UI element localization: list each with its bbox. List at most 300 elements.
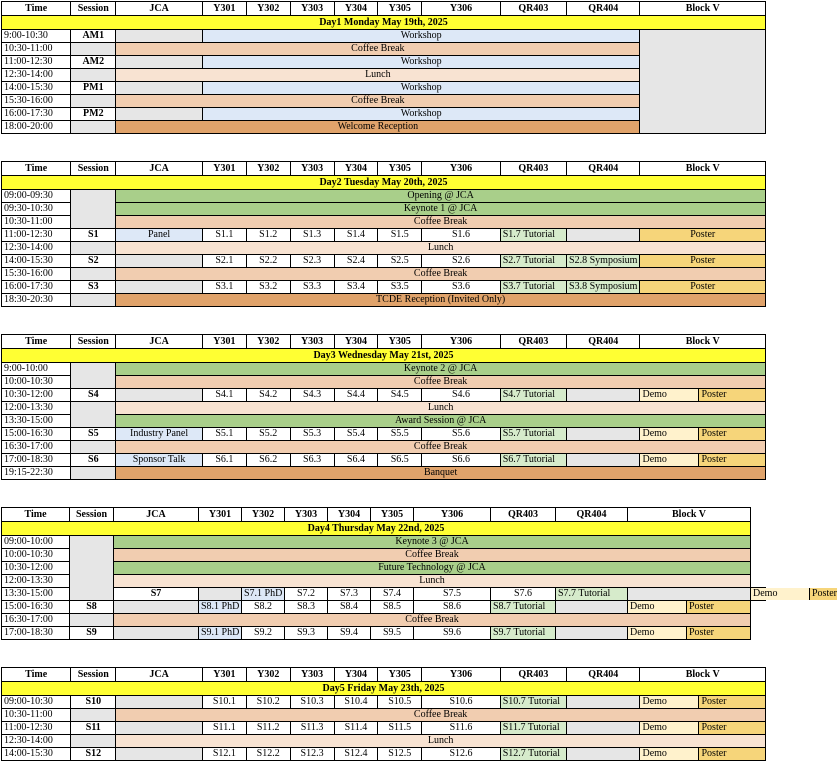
column-header: Y303 bbox=[285, 508, 328, 522]
table-row bbox=[2, 363, 766, 376]
demo-label: Demo bbox=[628, 627, 687, 639]
session-cell: S9.4 bbox=[328, 627, 371, 640]
session-cell: PM1 bbox=[71, 82, 116, 95]
session-cell: Future Technology @ JCA bbox=[114, 562, 751, 575]
demo-label: Demo bbox=[640, 454, 699, 466]
poster-label: Poster bbox=[812, 588, 837, 599]
session-cell: Coffee Break bbox=[116, 441, 766, 454]
column-header: Block V bbox=[628, 508, 751, 522]
session-cell: S10.5 bbox=[378, 696, 422, 709]
session-cell: S8.3 bbox=[285, 601, 328, 614]
time-cell: 10:00-10:30 bbox=[2, 376, 71, 389]
column-header: Y305 bbox=[378, 2, 422, 16]
session-cell: S12.5 bbox=[378, 748, 422, 761]
session-cell: S1.7 Tutorial bbox=[500, 229, 566, 242]
session-cell: S11 bbox=[71, 722, 116, 735]
day-title-row bbox=[2, 522, 766, 536]
column-header: Y306 bbox=[422, 162, 501, 176]
session-cell: Coffee Break bbox=[116, 216, 766, 229]
session-cell: Keynote 1 @ JCA bbox=[116, 203, 766, 216]
session-cell: S7.5 bbox=[414, 588, 491, 601]
table-row bbox=[2, 441, 766, 454]
demo-poster-split bbox=[628, 601, 750, 613]
column-header: Y306 bbox=[414, 508, 491, 522]
session-cell: S2 bbox=[71, 255, 116, 268]
schedule-day-2 bbox=[1, 161, 766, 307]
column-header: JCA bbox=[116, 2, 203, 16]
table-row bbox=[2, 549, 766, 562]
session-cell: S10.4 bbox=[334, 696, 378, 709]
session-cell: S3.8 Symposium bbox=[567, 281, 640, 294]
time-cell: 15:30-16:00 bbox=[2, 268, 71, 281]
time-cell: 09:00-10:00 bbox=[2, 536, 70, 549]
time-cell: 12:00-13:30 bbox=[2, 575, 70, 588]
session-cell: Lunch bbox=[114, 575, 751, 588]
session-cell: S11.2 bbox=[246, 722, 290, 735]
session-cell: S7.7 Tutorial bbox=[556, 588, 628, 601]
column-header: JCA bbox=[116, 335, 203, 349]
session-cell: Keynote 2 @ JCA bbox=[116, 363, 766, 376]
demo-poster-split bbox=[640, 454, 765, 466]
session-cell: S10.6 bbox=[422, 696, 501, 709]
demo-poster-cell bbox=[640, 428, 766, 441]
time-cell: 09:30-10:30 bbox=[2, 203, 71, 216]
column-header: Y302 bbox=[246, 668, 290, 682]
poster-label: Poster bbox=[687, 627, 750, 639]
column-header: Y303 bbox=[290, 2, 334, 16]
table-row bbox=[2, 588, 766, 601]
session-cell: S11.4 bbox=[334, 722, 378, 735]
table-row bbox=[2, 575, 766, 588]
session-cell: Coffee Break bbox=[116, 376, 766, 389]
column-header: QR403 bbox=[491, 508, 556, 522]
session-cell: S1 bbox=[71, 229, 116, 242]
session-cell: S6.3 bbox=[290, 454, 334, 467]
session-cell: S2.2 bbox=[246, 255, 290, 268]
session-cell bbox=[114, 601, 199, 614]
column-header: Y306 bbox=[422, 668, 501, 682]
time-cell: 12:30-14:00 bbox=[2, 69, 71, 82]
table-row bbox=[2, 255, 766, 268]
session-cell: S4.2 bbox=[246, 389, 290, 402]
column-header: Y304 bbox=[334, 2, 378, 16]
demo-poster-cell bbox=[628, 601, 751, 614]
column-header: QR403 bbox=[500, 335, 566, 349]
day-title: Day2 Tuesday May 20th, 2025 bbox=[2, 176, 766, 190]
demo-poster-cell bbox=[640, 722, 766, 735]
column-header: QR404 bbox=[567, 2, 640, 16]
session-cell: S4.6 bbox=[422, 389, 501, 402]
session-cell bbox=[71, 735, 116, 748]
column-header: Y301 bbox=[202, 335, 246, 349]
session-cell bbox=[71, 69, 116, 82]
table-row bbox=[2, 281, 766, 294]
demo-label: Demo bbox=[628, 601, 687, 613]
session-cell: Coffee Break bbox=[116, 43, 640, 56]
column-header: Y304 bbox=[328, 508, 371, 522]
session-cell bbox=[116, 255, 203, 268]
time-cell: 16:30-17:00 bbox=[2, 441, 71, 454]
column-header: Y305 bbox=[378, 162, 422, 176]
column-header: Block V bbox=[640, 162, 766, 176]
table-row bbox=[2, 748, 766, 761]
demo-label: Demo bbox=[751, 588, 810, 600]
session-cell bbox=[556, 627, 628, 640]
column-header: JCA bbox=[114, 508, 199, 522]
session-cell bbox=[71, 268, 116, 281]
session-cell bbox=[567, 722, 640, 735]
session-cell bbox=[567, 748, 640, 761]
session-cell bbox=[199, 588, 242, 601]
table-row bbox=[2, 614, 766, 627]
session-cell: S2.5 bbox=[378, 255, 422, 268]
column-header: QR403 bbox=[500, 2, 566, 16]
session-cell: Sponsor Talk bbox=[116, 454, 203, 467]
session-cell bbox=[116, 108, 203, 121]
table-row bbox=[2, 696, 766, 709]
table-row bbox=[2, 601, 766, 614]
session-cell: S9.2 bbox=[242, 627, 285, 640]
session-cell bbox=[114, 627, 199, 640]
session-cell: S4 bbox=[71, 389, 116, 402]
session-cell bbox=[628, 588, 751, 601]
session-cell: S12 bbox=[71, 748, 116, 761]
table-row bbox=[2, 294, 766, 307]
poster-label: Poster bbox=[699, 748, 765, 760]
session-cell bbox=[71, 709, 116, 722]
demo-label: Demo bbox=[640, 428, 699, 440]
column-header: Y301 bbox=[199, 508, 242, 522]
table-row bbox=[2, 536, 766, 549]
session-cell: Panel bbox=[116, 229, 203, 242]
day-title-row bbox=[2, 682, 766, 696]
header-row bbox=[2, 668, 766, 682]
column-header: Y303 bbox=[290, 335, 334, 349]
table-row bbox=[2, 415, 766, 428]
session-cell bbox=[71, 242, 116, 255]
header-row bbox=[2, 162, 766, 176]
session-cell: Lunch bbox=[116, 402, 766, 415]
session-cell: S6.2 bbox=[246, 454, 290, 467]
session-cell: S12.7 Tutorial bbox=[500, 748, 566, 761]
column-header: Y301 bbox=[202, 668, 246, 682]
column-header: Time bbox=[2, 162, 71, 176]
column-header: Y301 bbox=[202, 2, 246, 16]
time-cell: 17:00-18:30 bbox=[2, 627, 70, 640]
session-cell bbox=[640, 30, 766, 134]
column-header: QR403 bbox=[500, 162, 566, 176]
session-cell: S7.1 PhD bbox=[242, 588, 285, 601]
table-row bbox=[2, 562, 766, 575]
session-cell: S1.6 bbox=[422, 229, 501, 242]
session-cell: Poster bbox=[640, 255, 766, 268]
time-cell: 19:15-22:30 bbox=[2, 467, 71, 480]
time-cell: 16:00-17:30 bbox=[2, 108, 71, 121]
session-cell: Lunch bbox=[116, 242, 766, 255]
session-cell: S12.1 bbox=[202, 748, 246, 761]
demo-poster-cell bbox=[751, 588, 837, 601]
header-row bbox=[2, 508, 766, 522]
column-header: Y302 bbox=[246, 335, 290, 349]
session-cell: S3.3 bbox=[290, 281, 334, 294]
session-cell bbox=[71, 467, 116, 480]
column-header: Time bbox=[2, 668, 71, 682]
time-cell: 18:00-20:00 bbox=[2, 121, 71, 134]
time-cell: 11:00-12:30 bbox=[2, 722, 71, 735]
table-row bbox=[2, 268, 766, 281]
demo-label: Demo bbox=[640, 389, 699, 401]
poster-label: Poster bbox=[699, 696, 765, 708]
time-cell: 14:00-15:30 bbox=[2, 748, 71, 761]
session-cell: Lunch bbox=[116, 735, 766, 748]
demo-poster-split bbox=[640, 748, 765, 760]
session-cell: S5 bbox=[71, 428, 116, 441]
time-cell: 16:00-17:30 bbox=[2, 281, 71, 294]
session-cell: S6.5 bbox=[378, 454, 422, 467]
session-cell bbox=[567, 454, 640, 467]
column-header: Y301 bbox=[202, 162, 246, 176]
session-cell: Opening @ JCA bbox=[116, 190, 766, 203]
column-header: Block V bbox=[640, 2, 766, 16]
session-cell: S2.6 bbox=[422, 255, 501, 268]
session-cell: S6.6 bbox=[422, 454, 501, 467]
column-header: Time bbox=[2, 508, 70, 522]
session-cell: S3.7 Tutorial bbox=[500, 281, 566, 294]
session-cell bbox=[116, 748, 203, 761]
demo-poster-split bbox=[640, 696, 765, 708]
session-cell bbox=[70, 614, 114, 627]
session-cell: S1.5 bbox=[378, 229, 422, 242]
column-header: JCA bbox=[116, 162, 203, 176]
session-cell: S8.2 bbox=[242, 601, 285, 614]
session-cell bbox=[71, 43, 116, 56]
time-cell: 11:00-12:30 bbox=[2, 56, 71, 69]
demo-label: Demo bbox=[640, 722, 699, 734]
session-cell: TCDE Reception (Invited Only) bbox=[116, 294, 766, 307]
column-header: Y306 bbox=[422, 335, 501, 349]
time-cell: 13:30-15:00 bbox=[2, 588, 70, 601]
session-cell: S8.4 bbox=[328, 601, 371, 614]
session-cell bbox=[567, 428, 640, 441]
session-cell bbox=[71, 95, 116, 108]
session-cell: S3 bbox=[71, 281, 116, 294]
session-cell: S12.3 bbox=[290, 748, 334, 761]
session-cell: S5.6 bbox=[422, 428, 501, 441]
session-cell bbox=[116, 56, 203, 69]
session-cell bbox=[116, 722, 203, 735]
session-cell: S3.4 bbox=[334, 281, 378, 294]
time-cell: 13:30-15:00 bbox=[2, 415, 71, 428]
demo-poster-split bbox=[628, 627, 750, 639]
column-header: Block V bbox=[640, 668, 766, 682]
session-cell: S11.3 bbox=[290, 722, 334, 735]
table-row bbox=[2, 190, 766, 203]
day-title-row bbox=[2, 16, 766, 30]
time-cell: 12:30-14:00 bbox=[2, 242, 71, 255]
time-cell: 10:00-10:30 bbox=[2, 549, 70, 562]
column-header: Block V bbox=[640, 335, 766, 349]
session-cell: S5.7 Tutorial bbox=[500, 428, 566, 441]
session-cell: S9.7 Tutorial bbox=[491, 627, 556, 640]
time-cell: 15:00-16:30 bbox=[2, 428, 71, 441]
poster-label: Poster bbox=[699, 389, 765, 401]
column-header: Y305 bbox=[378, 335, 422, 349]
column-header: QR403 bbox=[500, 668, 566, 682]
column-header: Y302 bbox=[242, 508, 285, 522]
session-cell: S9.5 bbox=[371, 627, 414, 640]
time-cell: 10:30-11:00 bbox=[2, 709, 71, 722]
table-row bbox=[2, 709, 766, 722]
session-cell: Poster bbox=[640, 281, 766, 294]
column-header: QR404 bbox=[567, 335, 640, 349]
column-header: Y302 bbox=[246, 162, 290, 176]
session-cell: S10.1 bbox=[202, 696, 246, 709]
session-cell: S5.2 bbox=[246, 428, 290, 441]
session-cell: S12.2 bbox=[246, 748, 290, 761]
session-cell: S5.5 bbox=[378, 428, 422, 441]
column-header: Y304 bbox=[334, 335, 378, 349]
session-cell bbox=[71, 402, 116, 428]
column-header: Y303 bbox=[290, 668, 334, 682]
demo-label: Demo bbox=[640, 696, 699, 708]
session-cell: S4.4 bbox=[334, 389, 378, 402]
demo-poster-cell bbox=[640, 389, 766, 402]
table-row bbox=[2, 242, 766, 255]
session-cell: S4.3 bbox=[290, 389, 334, 402]
schedule-day-4 bbox=[1, 507, 837, 640]
time-cell: 10:30-11:00 bbox=[2, 216, 71, 229]
session-cell: S7 bbox=[114, 588, 199, 601]
session-cell bbox=[567, 229, 640, 242]
session-cell: S2.3 bbox=[290, 255, 334, 268]
session-cell: S1.3 bbox=[290, 229, 334, 242]
session-cell: Coffee Break bbox=[116, 709, 766, 722]
column-header: QR404 bbox=[567, 668, 640, 682]
table-row bbox=[2, 203, 766, 216]
demo-poster-split bbox=[640, 389, 765, 401]
session-cell bbox=[556, 601, 628, 614]
session-cell: S5.3 bbox=[290, 428, 334, 441]
session-cell: S10.3 bbox=[290, 696, 334, 709]
demo-poster-split bbox=[640, 428, 765, 440]
session-cell: Industry Panel bbox=[116, 428, 203, 441]
session-cell: S3.1 bbox=[202, 281, 246, 294]
session-cell: S2.7 Tutorial bbox=[500, 255, 566, 268]
session-cell: S9.1 PhD bbox=[199, 627, 242, 640]
session-cell: S5.4 bbox=[334, 428, 378, 441]
column-header: Y304 bbox=[334, 668, 378, 682]
session-cell bbox=[71, 121, 116, 134]
column-header: Session bbox=[71, 335, 116, 349]
time-cell: 14:00-15:30 bbox=[2, 82, 71, 95]
poster-label: Poster bbox=[687, 601, 750, 613]
time-cell: 09:00-10:30 bbox=[2, 696, 71, 709]
day-title-row bbox=[2, 349, 766, 363]
column-header: Y302 bbox=[246, 2, 290, 16]
time-cell: 10:30-11:00 bbox=[2, 43, 71, 56]
poster-label: Poster bbox=[699, 722, 765, 734]
session-cell: Coffee Break bbox=[116, 95, 640, 108]
day-title: Day1 Monday May 19th, 2025 bbox=[2, 16, 766, 30]
time-cell: 09:00-09:30 bbox=[2, 190, 71, 203]
session-cell: S6.4 bbox=[334, 454, 378, 467]
session-cell: S8.6 bbox=[414, 601, 491, 614]
session-cell: S11.7 Tutorial bbox=[500, 722, 566, 735]
session-cell bbox=[71, 363, 116, 389]
session-cell bbox=[71, 190, 116, 229]
session-cell bbox=[71, 441, 116, 454]
time-cell: 12:30-14:00 bbox=[2, 735, 71, 748]
session-cell: S9.3 bbox=[285, 627, 328, 640]
session-cell: Workshop bbox=[202, 56, 640, 69]
session-cell: S12.4 bbox=[334, 748, 378, 761]
column-header: Y304 bbox=[334, 162, 378, 176]
column-header: Y305 bbox=[378, 668, 422, 682]
session-cell: S8.5 bbox=[371, 601, 414, 614]
column-header: QR404 bbox=[567, 162, 640, 176]
time-cell: 16:30-17:00 bbox=[2, 614, 70, 627]
table-row bbox=[2, 216, 766, 229]
session-cell: S10 bbox=[71, 696, 116, 709]
session-cell bbox=[70, 536, 114, 601]
session-cell: S8.1 PhD bbox=[199, 601, 242, 614]
session-cell: S6.7 Tutorial bbox=[500, 454, 566, 467]
time-cell: 12:00-13:30 bbox=[2, 402, 71, 415]
table-row bbox=[2, 389, 766, 402]
session-cell: Workshop bbox=[202, 82, 640, 95]
day-title: Day4 Thursday May 22nd, 2025 bbox=[2, 522, 751, 536]
session-cell: S1.2 bbox=[246, 229, 290, 242]
table-row bbox=[2, 30, 766, 43]
schedule-day-5 bbox=[1, 667, 766, 761]
session-cell: S7.4 bbox=[371, 588, 414, 601]
session-cell: Workshop bbox=[202, 30, 640, 43]
session-cell: S9 bbox=[70, 627, 114, 640]
session-cell: S2.4 bbox=[334, 255, 378, 268]
table-row bbox=[2, 229, 766, 242]
schedule-day-1 bbox=[1, 1, 766, 134]
session-cell: S11.1 bbox=[202, 722, 246, 735]
time-cell: 15:30-16:00 bbox=[2, 95, 71, 108]
session-cell: Award Session @ JCA bbox=[116, 415, 766, 428]
column-header: QR404 bbox=[556, 508, 628, 522]
session-cell bbox=[116, 281, 203, 294]
day-title: Day5 Friday May 23th, 2025 bbox=[2, 682, 766, 696]
demo-poster-split bbox=[640, 722, 765, 734]
column-header: JCA bbox=[116, 668, 203, 682]
session-cell: S7.6 bbox=[491, 588, 556, 601]
session-cell: PM2 bbox=[71, 108, 116, 121]
session-cell: S7.3 bbox=[328, 588, 371, 601]
time-cell: 14:00-15:30 bbox=[2, 255, 71, 268]
table-row bbox=[2, 627, 766, 640]
session-cell: Keynote 3 @ JCA bbox=[114, 536, 751, 549]
table-row bbox=[2, 376, 766, 389]
session-cell: S1.4 bbox=[334, 229, 378, 242]
session-cell: S9.6 bbox=[414, 627, 491, 640]
session-cell: S2.8 Symposium bbox=[567, 255, 640, 268]
session-cell bbox=[116, 696, 203, 709]
time-cell: 10:30-12:00 bbox=[2, 562, 70, 575]
poster-label: Poster bbox=[699, 454, 765, 466]
session-cell: Workshop bbox=[202, 108, 640, 121]
table-row bbox=[2, 402, 766, 415]
demo-poster-split bbox=[751, 588, 837, 600]
time-cell: 9:00-10:00 bbox=[2, 363, 71, 376]
session-cell: Coffee Break bbox=[114, 614, 751, 627]
session-cell bbox=[116, 30, 203, 43]
day-title: Day3 Wednesday May 21st, 2025 bbox=[2, 349, 766, 363]
